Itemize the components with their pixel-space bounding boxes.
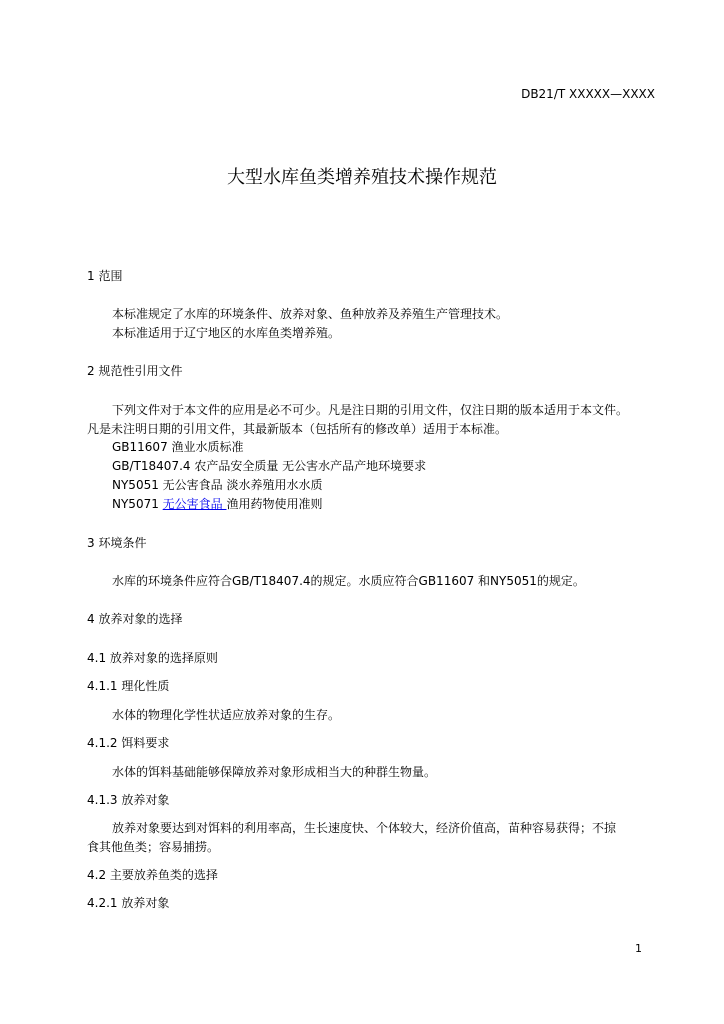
reference-item	[112, 495, 323, 512]
section-4-1-3-paragraph-line-2: 食其他鱼类；容易捕捞。	[87, 840, 220, 854]
section-4-1-2-heading: 4.1.2 饵料要求	[87, 736, 170, 750]
section-2-heading: 2 规范性引用文件	[87, 364, 183, 378]
section-4-1-3-heading: 4.1.3 放养对象	[87, 793, 170, 807]
section-4-heading: 4 放养对象的选择	[87, 612, 183, 626]
section-4-1-1-paragraph: 水体的物理化学性状适应放养对象的生存。	[112, 708, 341, 722]
reference-link[interactable]: 无公害食品	[162, 497, 227, 511]
section-1-paragraph-2: 本标准适用于辽宁地区的水库鱼类增养殖。	[112, 326, 341, 340]
page-number: 1	[635, 942, 642, 955]
section-4-1-3-paragraph-line-1: 放养对象要达到对饵料的利用率高，生长速度快、个体较大，经济价值高，苗种容易获得；不掠	[112, 821, 617, 835]
section-2-paragraph-line-2: 凡是未注明日期的引用文件，其最新版本（包括所有的修改单）适用于本标准。	[87, 422, 508, 436]
section-3-heading: 3 环境条件	[87, 536, 147, 550]
reference-item: GB/T18407.4 农产品安全质量 无公害水产品产地环境要求	[112, 459, 427, 473]
section-4-1-heading: 4.1 放养对象的选择原则	[87, 651, 218, 665]
document-title: 大型水库鱼类增养殖技术操作规范	[227, 167, 497, 188]
section-4-2-1-heading: 4.2.1 放养对象	[87, 896, 170, 910]
reference-item: NY5051 无公害食品 淡水养殖用水水质	[112, 478, 323, 492]
section-3-paragraph: 水库的环境条件应符合GB/T18407.4的规定。水质应符合GB11607 和NY5051的规定。	[112, 574, 585, 588]
section-1-heading: 1 范围	[87, 269, 123, 283]
document-code: DB21/T XXXXX—XXXX	[521, 87, 655, 101]
reference-item: GB11607 渔业水质标准	[112, 440, 244, 454]
section-4-2-heading: 4.2 主要放养鱼类的选择	[87, 868, 218, 882]
section-4-1-2-paragraph: 水体的饵料基础能够保障放养对象形成相当大的种群生物量。	[112, 765, 437, 779]
section-1-paragraph-1: 本标准规定了水库的环境条件、放养对象、鱼种放养及养殖生产管理技术。	[112, 307, 509, 321]
reference-title: 渔用药物使用准则	[226, 497, 323, 511]
reference-code: NY5071	[112, 497, 163, 511]
section-4-1-1-heading: 4.1.1 理化性质	[87, 679, 170, 693]
section-2-paragraph-line-1: 下列文件对于本文件的应用是必不可少。凡是注日期的引用文件，仅注日期的版本适用于本文件。	[112, 403, 629, 417]
